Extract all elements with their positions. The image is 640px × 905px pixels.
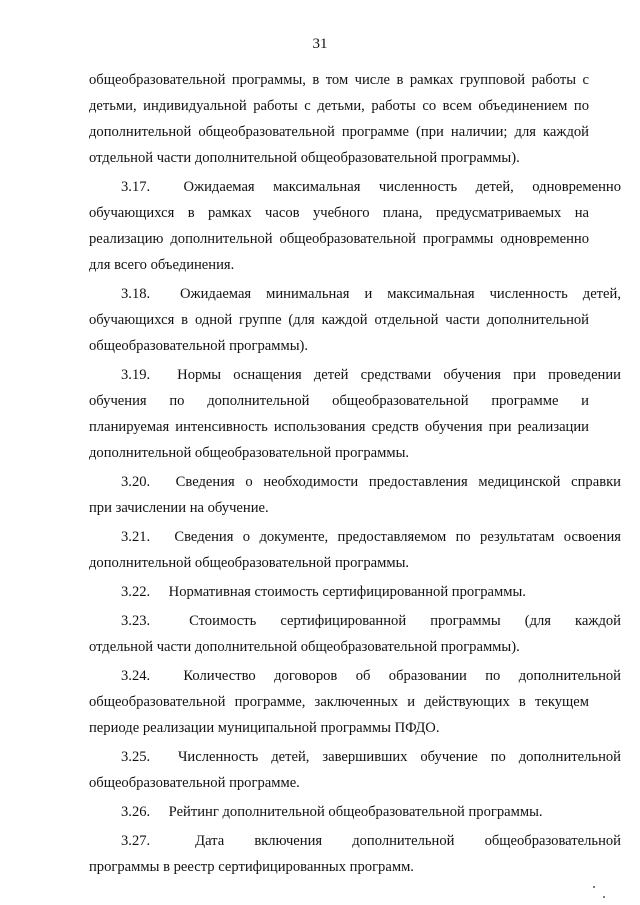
line-text: планируемая интенсивность использования средств обучения при реализации (89, 419, 589, 435)
clause-number: 3.26. (121, 804, 151, 820)
clause-number: 3.24. (121, 668, 151, 684)
text-line (89, 145, 589, 171)
clause-number: 3.22. (121, 584, 151, 600)
line-text: Дата включения дополнительной общеобразовательной (195, 833, 621, 849)
clause-number: 3.21. (121, 529, 151, 545)
text-line (89, 608, 621, 634)
scan-speck (593, 886, 595, 888)
scan-speck (603, 896, 605, 898)
clause-paragraph (89, 524, 621, 576)
clause-paragraph (89, 744, 621, 796)
clause-paragraph (89, 469, 621, 521)
text-line (89, 388, 589, 414)
line-text: общеобразовательной программе, заключенных и действующих в текущем (89, 694, 589, 710)
line-text: периоде реализации муниципальной программы ПФДО. (89, 720, 440, 736)
text-line (89, 663, 621, 689)
text-line (89, 226, 589, 252)
line-text: общеобразовательной программе. (89, 775, 300, 791)
line-text: программы в реестр сертифицированных программ. (89, 859, 414, 875)
text-line (89, 828, 621, 854)
line-text: Количество договоров об образовании по дополнительной (183, 668, 621, 684)
text-line (89, 634, 589, 660)
text-line (89, 744, 621, 770)
clause-paragraph (89, 799, 589, 825)
clause-paragraph (89, 281, 621, 359)
text-line (89, 362, 621, 388)
text-line (89, 119, 589, 145)
clause-number: 3.19. (121, 367, 151, 383)
text-line (89, 333, 589, 359)
line-text: отдельной части дополнительной общеобразовательной программы). (89, 639, 520, 655)
text-line (89, 93, 589, 119)
text-line (89, 689, 589, 715)
clause-paragraph (89, 608, 621, 660)
clause-number: 3.27. (121, 833, 151, 849)
text-line (89, 307, 589, 333)
line-text: Сведения о необходимости предоставления медицинской справки (175, 474, 621, 490)
line-text: дополнительной общеобразовательной программы. (89, 555, 410, 571)
page-number: 31 (312, 36, 328, 52)
line-text: при зачислении на обучение. (89, 500, 269, 516)
text-line (89, 200, 589, 226)
text-line (89, 715, 589, 741)
text-line (89, 414, 589, 440)
clause-number: 3.23. (121, 613, 151, 629)
text-line (89, 770, 589, 796)
line-text: Ожидаемая минимальная и максимальная численность детей, (180, 286, 621, 302)
line-text: детьми, индивидуальной работы с детьми, работы со всем объединением по (89, 98, 589, 114)
line-text: обучающихся в рамках часов учебного плана, предусматриваемых на (89, 205, 589, 221)
line-text: Численность детей, завершивших обучение по дополнительной (177, 749, 621, 765)
clause-paragraph (89, 362, 621, 466)
clause-number: 3.25. (121, 749, 151, 765)
text-line (89, 281, 621, 307)
line-text: Нормативная стоимость сертифицированной программы. (168, 584, 526, 600)
line-text: дополнительной общеобразовательной программы. (89, 445, 410, 461)
text-line (89, 440, 589, 466)
document-body (89, 67, 621, 880)
line-text: Ожидаемая максимальная численность детей, одновременно (183, 179, 621, 195)
clause-paragraph (89, 579, 589, 605)
line-text: реализацию дополнительной общеобразовательной программы одновременно (89, 231, 589, 247)
line-text: Стоимость сертифицированной программы (для каждой (189, 613, 621, 629)
text-line (89, 799, 589, 825)
line-text: общеобразовательной программы). (89, 338, 309, 354)
line-text: обучения по дополнительной общеобразовательной программе и (89, 393, 589, 409)
line-text: Рейтинг дополнительной общеобразовательной программы. (168, 804, 543, 820)
continuation-paragraph (89, 67, 589, 171)
clause-paragraph (89, 828, 621, 880)
clause-paragraph (89, 174, 621, 278)
line-text: отдельной части дополнительной общеобразовательной программы). (89, 150, 520, 166)
line-text: дополнительной общеобразовательной программе (при наличии; для каждой (89, 124, 589, 140)
clause-paragraph (89, 663, 621, 741)
text-line (89, 524, 621, 550)
line-text: Сведения о документе, предоставляемом по результатам освоения (174, 529, 621, 545)
clause-number: 3.17. (121, 179, 151, 195)
text-line (89, 550, 589, 576)
line-text: Нормы оснащения детей средствами обучения при проведении (177, 367, 621, 383)
text-line (89, 174, 621, 200)
text-line (89, 579, 589, 605)
clause-number: 3.20. (121, 474, 151, 490)
text-line (89, 495, 589, 521)
text-line (89, 67, 589, 93)
text-line (89, 854, 589, 880)
line-text: общеобразовательной программы, в том числе в рамках групповой работы с (89, 72, 589, 88)
line-text: обучающихся в одной группе (для каждой отдельной части дополнительной (89, 312, 589, 328)
text-line (89, 469, 621, 495)
clause-number: 3.18. (121, 286, 151, 302)
text-line (89, 252, 589, 278)
line-text: для всего объединения. (89, 257, 235, 273)
